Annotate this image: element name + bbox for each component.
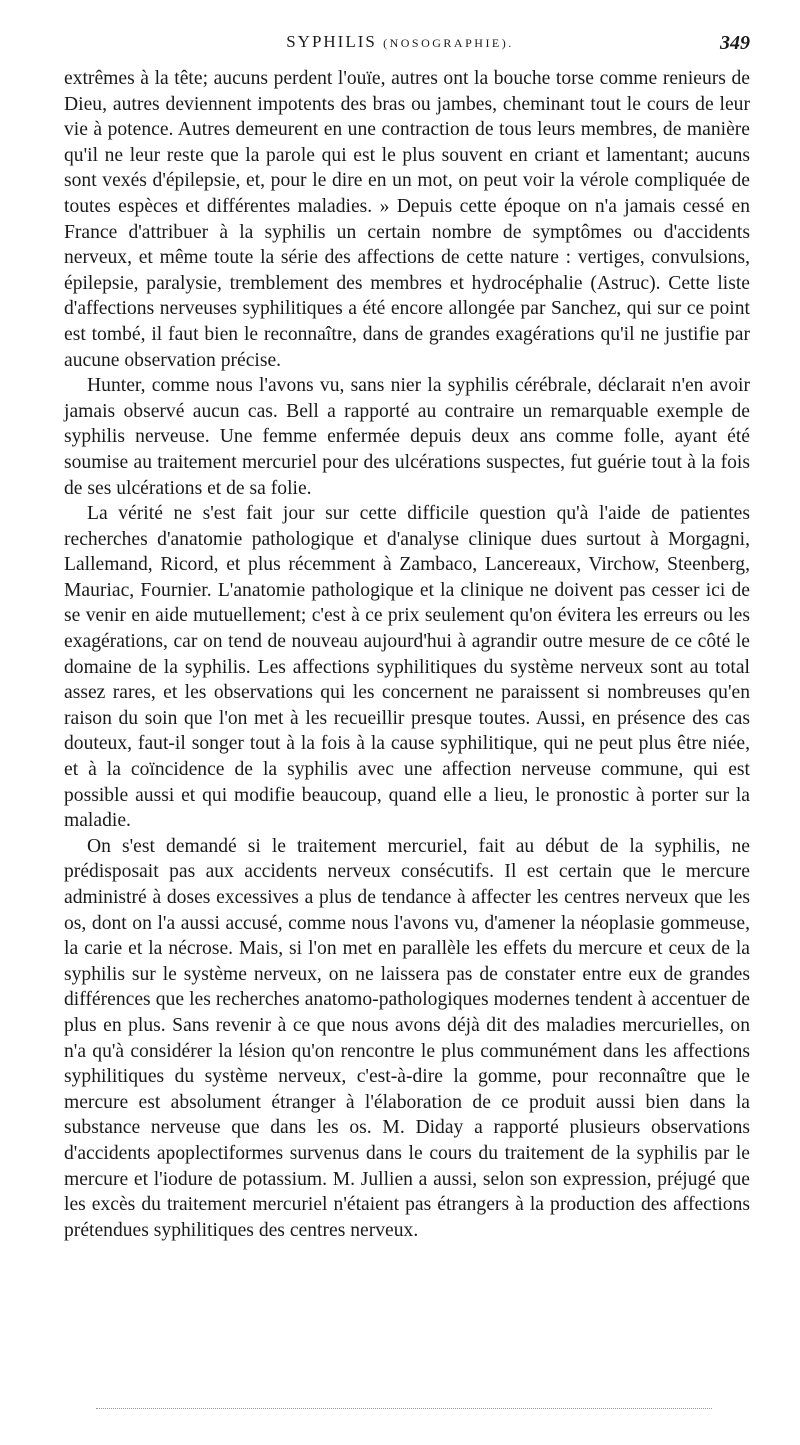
running-title: [0, 32, 800, 52]
running-title-subtitle: (NOSOGRAPHIE).: [383, 36, 514, 50]
body-text: [64, 66, 750, 1243]
paragraph-continued: extrêmes à la tête; aucuns perdent l'ouïe, autres ont la bouche torse comme renieurs de Dieu, autres deviennent impotents des bras ou jambes, cheminant tout le cours de leur vie à potence. Autres demeurent en une contraction de tous leurs membres, de manière qu'il ne leur reste que la parole qui est le plus souvent en criant et lamentant; aucuns sont vexés d'épilepsie, et, pour le dire en un mot, on peut voir la vérole compliquée de toutes espèces et différentes maladies. » Depuis cette époque on n'a jamais cessé en France d'attribuer à la syphilis un certain nombre de symptômes ou d'accidents nerveux, et même toute la série des affections de cette nature : vertiges, convulsions, épilepsie, paralysie, tremblement des membres et hydrocéphalie (Astruc). Cette liste d'affections nerveuses syphilitiques a été encore allongée par Sanchez, qui sur ce point est tombé, il faut bien le reconnaître, dans de grandes exagérations qu'il ne justifie par aucune observation précise.: [64, 68, 750, 371]
running-head: [0, 30, 800, 54]
bottom-dotted-rule: [96, 1408, 712, 1409]
paragraph-verite: La vérité ne s'est fait jour sur cette difficile question qu'à l'aide de patientes recherches d'anatomie pathologique et d'analyse clinique dues surtout à Morgagni, Lallemand, Ricord, et plus récemment à Zambaco, Lancereaux, Virchow, Steenberg, Mauriac, Fournier. L'anatomie pathologique et la clinique ne doivent pas cesser ici de se venir en aide mutuellement; c'est à ce prix seulement qu'on évitera les erreurs ou les exagérations, car on tend de nouveau aujourd'hui à agrandir outre mesure de ce côté le domaine de la syphilis. Les affections syphilitiques du système nerveux sont au total assez rares, et les observations qui les concernent ne paraissent si nombreuses qu'en raison du soin que l'on met à les recueillir presque toutes. Aussi, en présence des cas douteux, faut-il songer tout à la fois à la cause syphilitique, qui ne peut plus être niée, et à la coïncidence de la syphilis avec une affection nerveuse commune, qui est possible aussi et qui modifie beaucoup, quand elle a lieu, le pronostic à porter sur la maladie.: [64, 503, 750, 832]
paragraph-hunter: Hunter, comme nous l'avons vu, sans nier la syphilis cérébrale, déclarait n'en avoir jamais observé aucun cas. Bell a rapporté au contraire un remarquable exemple de syphilis nerveuse. Une femme enfermée depuis deux ans comme folle, ayant été soumise au traitement mercuriel pour des ulcérations suspectes, fut guérie tout à la fois de ses ulcérations et de sa folie.: [64, 375, 750, 499]
running-title-main: SYPHILIS: [286, 32, 377, 51]
page-number: 349: [720, 32, 750, 54]
paragraph-traitement: On s'est demandé si le traitement mercuriel, fait au début de la syphilis, ne prédisposait pas aux accidents nerveux consécutifs. Il est certain que le mercure administré à doses excessives a plus de tendance à affecter les centres nerveux que les os, dont on l'a aussi accusé, comme nous l'avons vu, d'amener la néoplasie gommeuse, la carie et la nécrose. Mais, si l'on met en parallèle les effets du mercure et ceux de la syphilis sur le système nerveux, on ne laissera pas de constater entre eux de grandes différences que les recherches anatomo-pathologiques modernes tendent à accentuer de plus en plus. Sans revenir à ce que nous avons déjà dit des maladies mercurielles, on n'a qu'à considérer la lésion qu'on rencontre le plus communément dans les affections syphilitiques du système nerveux, c'est-à-dire la gomme, pour reconnaître que le mercure est absolument étranger à l'élaboration de ce produit aussi bien dans la substance nerveuse que dans les os. M. Diday a rapporté plusieurs observations d'accidents apoplectiformes survenus dans le cours du traitement de la syphilis par le mercure et l'iodure de potassium. M. Jullien a aussi, selon son expression, préjugé que les excès du traitement mercuriel n'étaient pas étrangers à la production des affections prétendues syphilitiques des centres nerveux.: [64, 835, 750, 1241]
